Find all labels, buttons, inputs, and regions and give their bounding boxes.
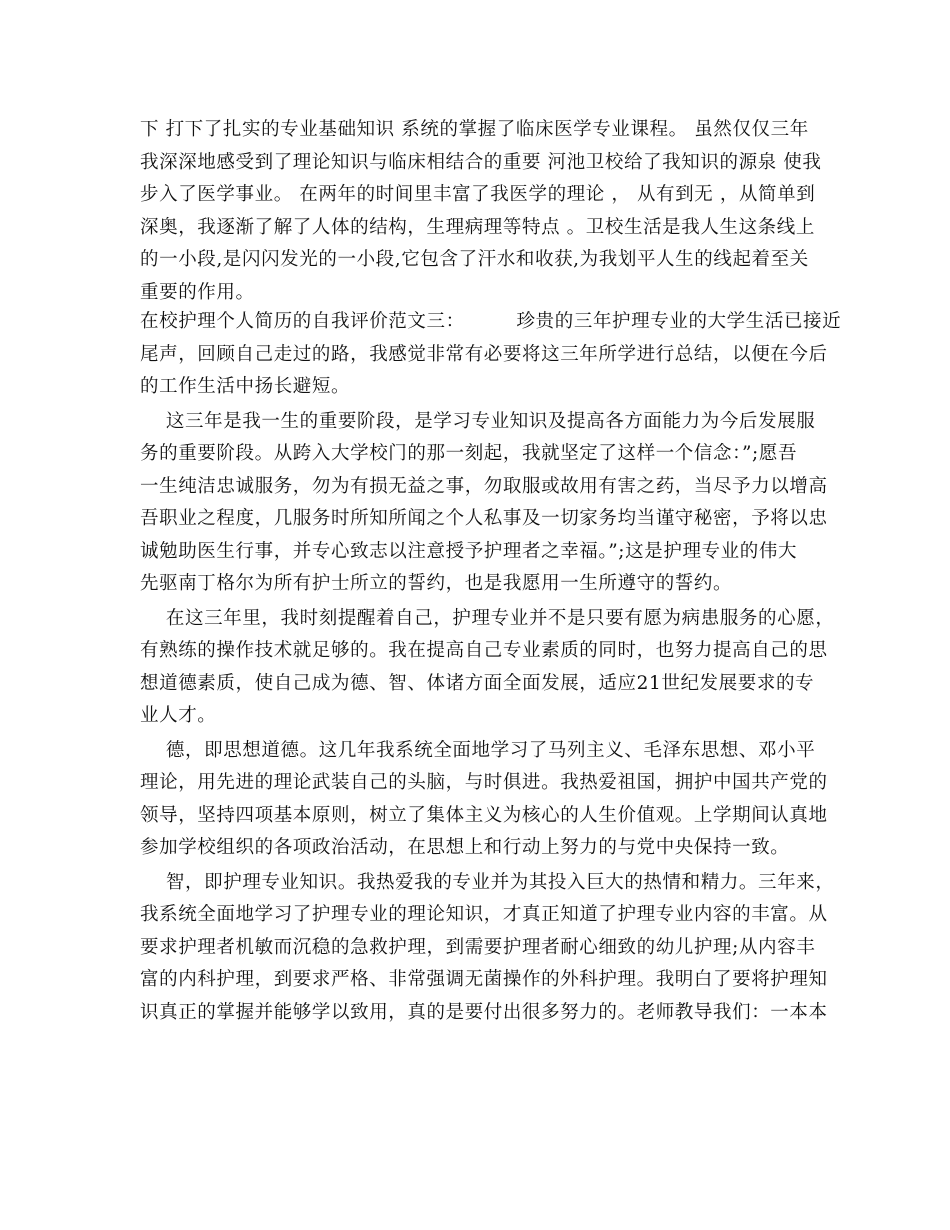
paragraph-start-line: 这三年是我一生的重要阶段，是学习专业知识及提高各方面能力为今后发展服 — [140, 410, 816, 432]
paragraph-start-line: 德，即思想道德。这几年我系统全面地学习了马列主义、毛泽东思想、邓小平 — [140, 739, 816, 761]
text-line: 想道德素质，使自己成为德、智、体诸方面全面发展，适应21世纪发展要求的专 — [140, 672, 815, 694]
paragraph-start-line: 智，即护理专业知识。我热爱我的专业并为其投入巨大的热情和精力。三年来， — [140, 871, 835, 893]
text-line: 务的重要阶段。从跨入大学校门的那一刻起，我就坚定了这样一个信念：”;愿吾 — [140, 443, 798, 464]
text-line: 吾职业之程度，几服务时所知所闻之个人私事及一切家务均当谨守秘密，予将以忠 — [140, 508, 828, 529]
text-line: 下 打下了扎实的专业基础知识 系统的掌握了临床医学专业课程。 虽然仅仅三年 — [140, 119, 809, 140]
text-line: 要求护理者机敏而沉稳的急救护理，到需要护理者耐心细致的幼儿护理;从内容丰 — [140, 936, 816, 958]
text-line: 尾声，回顾自己走过的路，我感觉非常有必要将这三年所学进行总结，以便在今后 — [140, 343, 828, 365]
paragraph-start-line: 在这三年里，我时刻提醒着自己，护理专业并不是只要有愿为病患服务的心愿， — [140, 607, 835, 629]
text-line: 识真正的掌握并能够学以致用，真的是要付出很多努力的。老师教导我们：一本本 — [140, 1001, 828, 1023]
text-line: 诚勉助医生行事，并专心致志以注意授予护理者之幸福。”;这是护理专业的伟大 — [140, 540, 798, 562]
text-line: 参加学校组织的各项政治活动，在思想上和行动上努力的与党中央保持一致。 — [140, 837, 790, 858]
text-line: 富的内科护理，到要求严格、非常强调无菌操作的外科护理。我明白了要将护理知 — [140, 969, 828, 990]
text-line: 深奥，我逐渐了解了人体的结构，生理病理等特点 。卫校生活是我人生这条线上 — [140, 216, 815, 238]
text-line: 我系统全面地学习了护理专业的理论知识，才真正知道了护理专业内容的丰富。从 — [140, 904, 828, 925]
text-line: 理论，用先进的理论武装自己的头脑，与时俱进。我热爱祖国，拥护中国共产党的 — [140, 772, 828, 793]
section-heading-line: 在校护理个人简历的自我评价范文三： 珍贵的三年护理专业的大学生活已接近 — [140, 311, 842, 332]
text-line: 有熟练的操作技术就足够的。我在提高自己专业素质的同时，也努力提高自己的思 — [140, 640, 828, 661]
text-line: 的一小段,是闪闪发光的一小段,它包含了汗水和收获,为我划平人生的线起着至关 — [140, 249, 809, 270]
text-line: 的工作生活中扬长避短。 — [140, 376, 351, 397]
text-line: 业人才。 — [140, 705, 217, 726]
text-line: 一生纯洁忠诚服务，勿为有损无益之事，勿取服或故用有害之药，当尽予力以增高 — [140, 475, 828, 497]
text-line: 重要的作用。 — [140, 281, 255, 303]
text-line: 我深深地感受到了理论知识与临床相结合的重要 河池卫校给了我知识的源泉 使我 — [140, 151, 822, 173]
text-line: 领导，坚持四项基本原则，树立了集体主义为核心的人生价值观。上学期间认真地 — [140, 804, 828, 826]
document-body — [140, 115, 842, 1027]
text-line: 步入了医学事业。 在两年的时间里丰富了我医学的理论 ， 从有到无 ，从简单到 — [140, 184, 816, 205]
text-line: 先驱南丁格尔为所有护士所立的誓约，也是我愿用一生所遵守的誓约。 — [140, 573, 733, 594]
